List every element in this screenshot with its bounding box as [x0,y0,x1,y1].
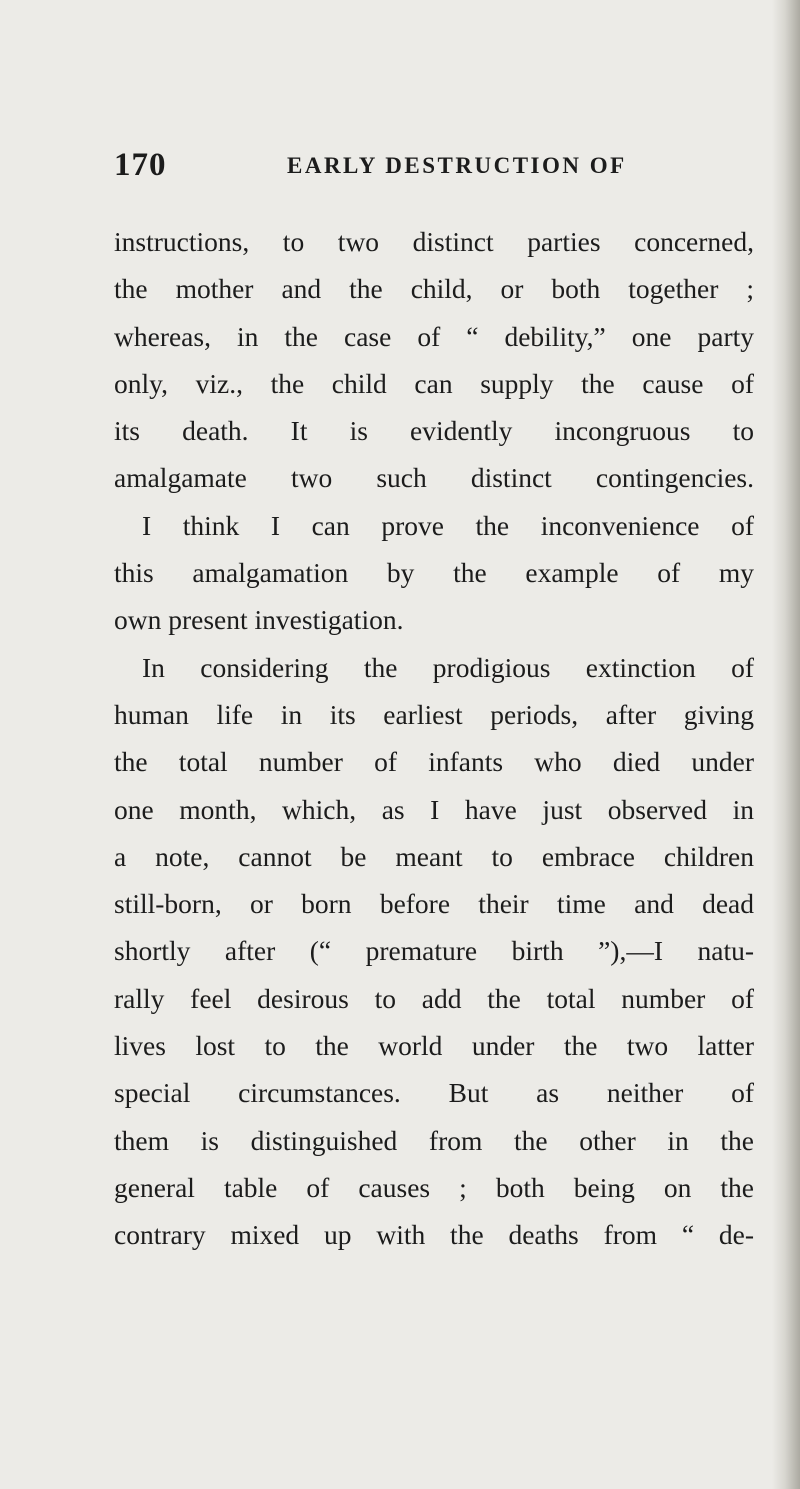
text-line: I think I can prove the inconvenience of [142,509,754,541]
text-line: a note, cannot be meant to embrace children [114,840,754,872]
text-line: general table of causes ; both being on the [114,1171,754,1203]
page-number: 170 [114,147,167,183]
text-line: this amalgamation by the example of my [114,557,754,589]
text-line: shortly after (“ premature birth ”),—I natu- [114,935,754,967]
text-line: human life in its earliest periods, after giving [114,698,754,730]
page-header [114,147,754,187]
text-line: them is distinguished from the other in the [114,1124,754,1156]
text-line: lives lost to the world under the two latter [114,1030,754,1062]
text-line: still-born, or born before their time and dead [114,888,754,920]
body-text [114,218,754,1259]
text-line: instructions, to two distinct parties concerned, [114,226,754,257]
text-line: only, viz., the child can supply the cause of [114,367,754,399]
text-line: the mother and the child, or both together ; [114,273,754,305]
text-line: own present investigation. [114,604,404,636]
text-line: the total number of infants who died under [114,746,754,778]
text-line: In considering the prodigious extinction of [142,651,754,683]
running-head: EARLY DESTRUCTION OF [287,153,627,178]
text-line: contrary mixed up with the deaths from “ de- [114,1219,754,1251]
text-line: whereas, in the case of “ debility,” one party [114,320,754,352]
text-line: amalgamate two such distinct contingencies. [114,462,754,494]
text-line: special circumstances. But as neither of [114,1077,754,1109]
text-line: one month, which, as I have just observed in [114,793,754,825]
text-line: rally feel desirous to add the total number of [114,982,754,1014]
page-edge-shadow [772,0,800,1489]
text-line: its death. It is evidently incongruous to [114,415,754,447]
